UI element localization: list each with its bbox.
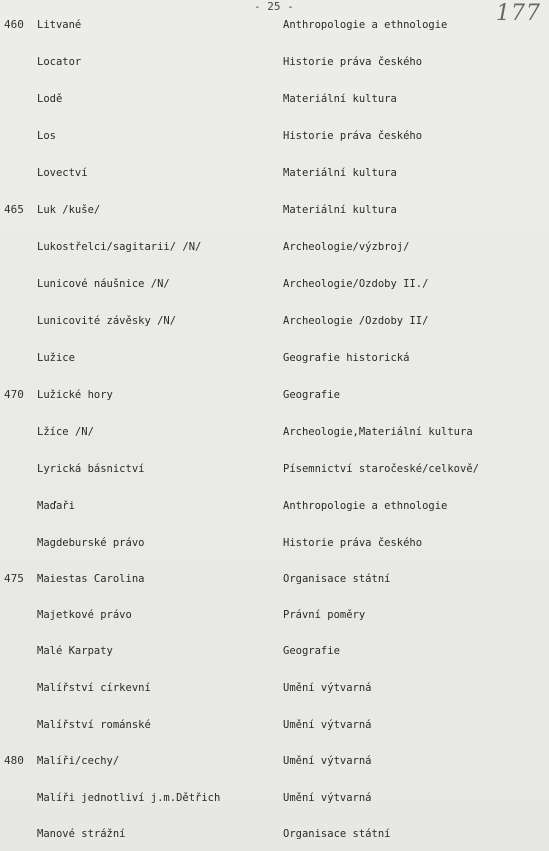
entry-term: Malíři/cechy/ xyxy=(37,755,120,767)
list-item xyxy=(0,753,549,769)
entry-term: Los xyxy=(37,130,56,142)
entry-subject: Archeologie/Ozdoby II./ xyxy=(283,278,429,290)
entry-term: Manové strážní xyxy=(37,828,126,840)
entry-term: Lodě xyxy=(37,93,63,105)
entry-term: Lovectví xyxy=(37,167,88,179)
entry-number: 480 xyxy=(4,754,24,767)
entry-number: 460 xyxy=(4,18,24,31)
list-item xyxy=(0,350,549,366)
entry-number: 465 xyxy=(4,203,24,216)
list-item xyxy=(0,54,549,70)
entry-term: Lžíce /N/ xyxy=(37,426,94,438)
list-item xyxy=(0,128,549,144)
entry-term: Lužice xyxy=(37,352,75,364)
list-item xyxy=(0,571,549,587)
entry-term: Maiestas Carolina xyxy=(37,573,145,585)
entry-term: Lužické hory xyxy=(37,389,113,401)
list-item xyxy=(0,165,549,181)
entry-term: Maďaři xyxy=(37,500,75,512)
entry-term: Litvané xyxy=(37,19,82,31)
entry-term: Lyrická básnictví xyxy=(37,463,145,475)
entry-subject: Umění výtvarná xyxy=(283,755,372,767)
entry-number: 475 xyxy=(4,572,24,585)
page-number: - 25 - xyxy=(254,0,294,13)
entry-subject: Archeologie/výzbroj/ xyxy=(283,241,410,253)
handwritten-page-number: 177 xyxy=(496,1,541,26)
entry-subject: Anthropologie a ethnologie xyxy=(283,19,448,31)
list-item xyxy=(0,461,549,477)
entry-term: Magdeburské právo xyxy=(37,537,145,549)
entry-subject: Organisace státní xyxy=(283,573,391,585)
entry-subject: Umění výtvarná xyxy=(283,719,372,731)
entry-term: Malíři jednotliví j.m.Dětřich xyxy=(37,792,221,804)
entry-subject: Historie práva českého xyxy=(283,537,423,549)
entry-term: Malířství církevní xyxy=(37,682,151,694)
entry-term: Lunicové náušnice /N/ xyxy=(37,278,170,290)
entry-subject: Historie práva českého xyxy=(283,130,423,142)
entry-subject: Materiální kultura xyxy=(283,93,397,105)
list-item xyxy=(0,276,549,292)
list-item xyxy=(0,535,549,551)
entry-number: 470 xyxy=(4,388,24,401)
entry-subject: Právní poměry xyxy=(283,609,366,621)
list-item xyxy=(0,424,549,440)
list-item xyxy=(0,680,549,696)
entry-subject: Geografie historická xyxy=(283,352,410,364)
entry-subject: Umění výtvarná xyxy=(283,792,372,804)
entry-subject: Geografie xyxy=(283,389,340,401)
entry-subject: Archeologie /Ozdoby II/ xyxy=(283,315,429,327)
list-item xyxy=(0,498,549,514)
list-item xyxy=(0,717,549,733)
entry-term: Lunicovité závěsky /N/ xyxy=(37,315,177,327)
entry-subject: Materiální kultura xyxy=(283,167,397,179)
entry-subject: Historie práva českého xyxy=(283,56,423,68)
list-item xyxy=(0,91,549,107)
entry-term: Lukostřelci/sagitarii/ /N/ xyxy=(37,241,202,253)
entry-subject: Geografie xyxy=(283,645,340,657)
list-item xyxy=(0,826,549,842)
entry-subject: Anthropologie a ethnologie xyxy=(283,500,448,512)
list-item xyxy=(0,643,549,659)
entry-subject: Archeologie,Materiální kultura xyxy=(283,426,473,438)
entry-term: Malířství románské xyxy=(37,719,151,731)
list-item xyxy=(0,790,549,806)
list-item xyxy=(0,202,549,218)
entry-term: Majetkové právo xyxy=(37,609,132,621)
entry-subject: Organisace státní xyxy=(283,828,391,840)
list-item xyxy=(0,313,549,329)
entry-subject: Písemnictví staročeské/celkově/ xyxy=(283,463,479,475)
entry-term: Malé Karpaty xyxy=(37,645,113,657)
entry-subject: Umění výtvarná xyxy=(283,682,372,694)
entry-term: Locator xyxy=(37,56,82,68)
list-item xyxy=(0,387,549,403)
entry-subject: Materiální kultura xyxy=(283,204,397,216)
list-item xyxy=(0,607,549,623)
list-item xyxy=(0,239,549,255)
entry-term: Luk /kuše/ xyxy=(37,204,101,216)
list-item xyxy=(0,17,549,33)
